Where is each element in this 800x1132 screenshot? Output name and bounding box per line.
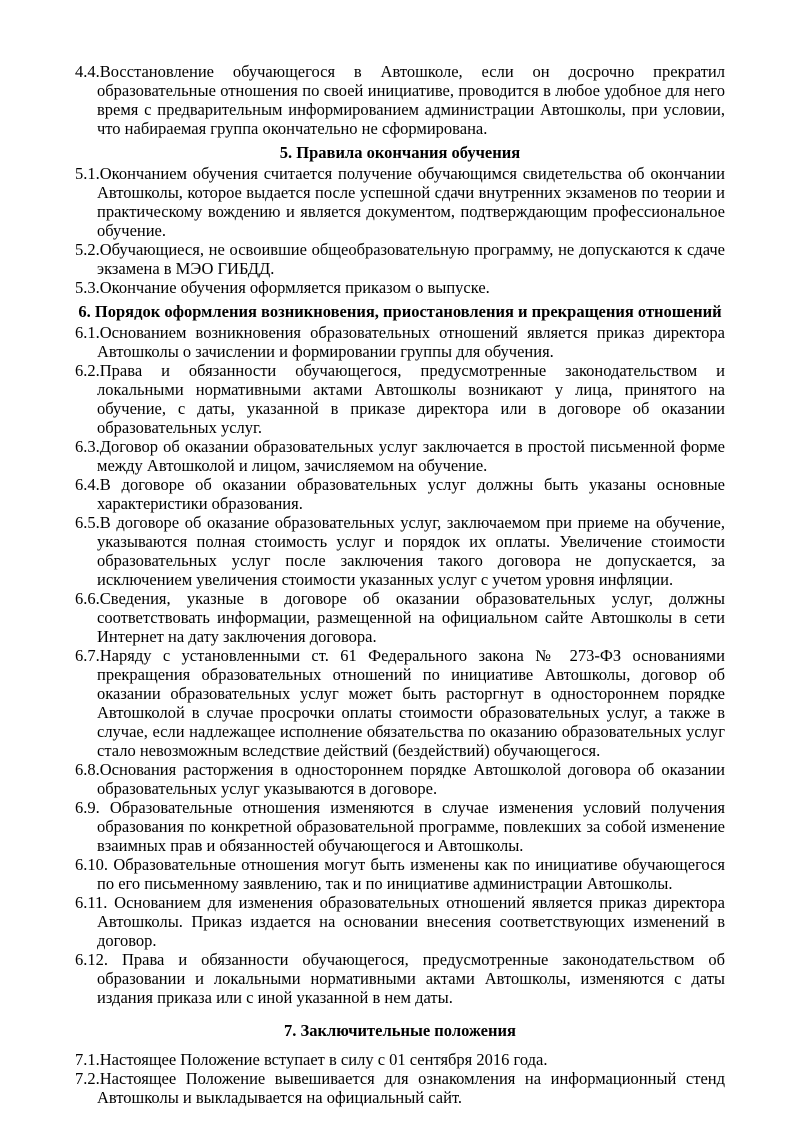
item-text: Настоящее Положение вступает в силу с 01 сентября 2016 года. [99,1050,548,1069]
item-number: 6.5. [75,513,100,532]
item-text: Образовательные отношения могут быть изменены как по инициативе обучающегося по его письменному заявлению, так и по инициативе администрации Автошколы. [97,855,726,893]
item-number: 7.2. [75,1069,100,1088]
item-number: 6.1. [75,323,100,342]
list-item [75,437,725,475]
list-item [75,513,725,589]
list-item [75,361,725,437]
item-number: 5.2. [75,240,100,259]
item-text: Окончанием обучения считается получение обучающимся свидетельства об окончании Автошколы, которое выдается после успешной сдачи внутренних экзаменов по теории и практическому вождению и является документом, подтверждающим профессиональное обучение. [97,164,725,240]
item-number: 6.12. [75,950,122,969]
document-section [75,143,725,297]
list-item [75,475,725,513]
list-item [75,893,725,950]
list-item [75,62,725,138]
document-body [75,62,725,1107]
item-text: Сведения, указные в договоре об оказании образовательных услуг, должны соответствовать информации, размещенной на официальном сайте Автошколы в сети Интернет на дату заключения договора. [97,589,725,646]
list-item [75,589,725,646]
list-item [75,646,725,760]
item-text: Обучающиеся, не освоившие общеобразовательную программу, не допускаются к сдаче экзамена в МЭО ГИБДД. [97,240,725,278]
item-text: Основания расторжения в одностороннем порядке Автошколой договора об оказании образовательных услуг указываются в договоре. [97,760,725,798]
list-item [75,240,725,278]
item-text: Основанием для изменения образовательных отношений является приказ директора Автошколы. Приказ издается на основании внесения соответствующих изменений в договор. [97,893,725,950]
item-number: 6.11. [75,893,115,912]
list-item [75,760,725,798]
section-heading: 6. Порядок оформления возникновения, приостановления и прекращения отношений [78,302,722,321]
document-section [75,62,725,138]
item-text: Договор об оказании образовательных услуг заключается в простой письменной форме между Автошколой и лицом, зачисляемом на обучение. [97,437,725,475]
section-heading: 7. Заключительные положения [284,1021,516,1040]
item-number: 6.2. [75,361,100,380]
item-number: 4.4. [75,62,100,81]
item-text: Основанием возникновения образовательных отношений является приказ директора Автошколы о зачислении и формировании группы для обучения. [97,323,725,361]
list-item [75,164,725,240]
list-item [75,323,725,361]
item-text: В договоре об оказание образовательных услуг, заключаемом при приеме на обучение, указываются полная стоимость услуг и порядок их оплаты. Увеличение стоимости образовательных услуг после заключения такого договора не допускается, за исключением увеличения стоимости указанных услуг с учетом уровня инфляции. [97,513,725,589]
item-number: 6.6. [75,589,100,608]
document-section [75,302,725,1007]
list-item [75,950,725,1007]
section-items [75,323,725,1007]
item-number: 6.3. [75,437,100,456]
item-text: В договоре об оказании образовательных услуг должны быть указаны основные характеристики образования. [97,475,725,513]
list-item [75,1050,725,1069]
item-number: 6.7. [75,646,100,665]
document-section [75,1021,725,1107]
section-items [75,62,725,138]
item-number: 6.4. [75,475,100,494]
list-item [75,798,725,855]
item-text: Наряду с установленными ст. 61 Федерального закона № 273-ФЗ основаниями прекращения образовательных отношений по инициативе Автошколы, договор об оказании образовательных услуг может быть расторгнут в одностороннем порядке Автошколой в случае просрочки оплаты стоимости образовательных услуг, а также в случае, если надлежащее исполнение обязательства по оказанию образовательных услуг стало невозможным вследствие действий (бездействий) обучающегося. [97,646,725,760]
item-text: Настоящее Положение вывешивается для ознакомления на информационный стенд Автошколы и выкладывается на официальный сайт. [97,1069,725,1107]
item-text: Образовательные отношения изменяются в случае изменения условий получения образования по конкретной образовательной программе, повлекших за собой изменение взаимных прав и обязанностей обучающегося и Автошколы. [97,798,726,855]
item-text: Права и обязанности обучающегося, предусмотренные законодательством и локальными нормативными актами Автошколы возникают у лица, принятого на обучение, с даты, указанной в приказе директора или в договоре об оказании образовательных услуг. [97,361,725,437]
item-number: 7.1. [75,1050,100,1069]
item-text: Окончание обучения оформляется приказом о выпуске. [99,278,490,297]
list-item [75,1069,725,1107]
item-number: 6.9. [75,798,110,817]
item-number: 5.3. [75,278,100,297]
item-number: 6.10. [75,855,114,874]
item-text: Восстановление обучающегося в Автошколе, если он досрочно прекратил образовательные отношения по своей инициативе, проводится в любое удобное для него время с предварительным информированием администрации Автошколы, при условии, что набираемая группа окончательно не сформирована. [97,62,725,138]
list-item [75,855,725,893]
section-heading: 5. Правила окончания обучения [279,143,521,162]
item-number: 5.1. [75,164,100,183]
item-text: Права и обязанности обучающегося, предусмотренные законодательством об образовании и локальными нормативными актами Автошколы, изменяются с даты издания приказа или с иной указанной в нем даты. [97,950,725,1007]
list-item [75,278,725,297]
section-items [75,1050,725,1107]
item-number: 6.8. [75,760,100,779]
section-items [75,164,725,297]
